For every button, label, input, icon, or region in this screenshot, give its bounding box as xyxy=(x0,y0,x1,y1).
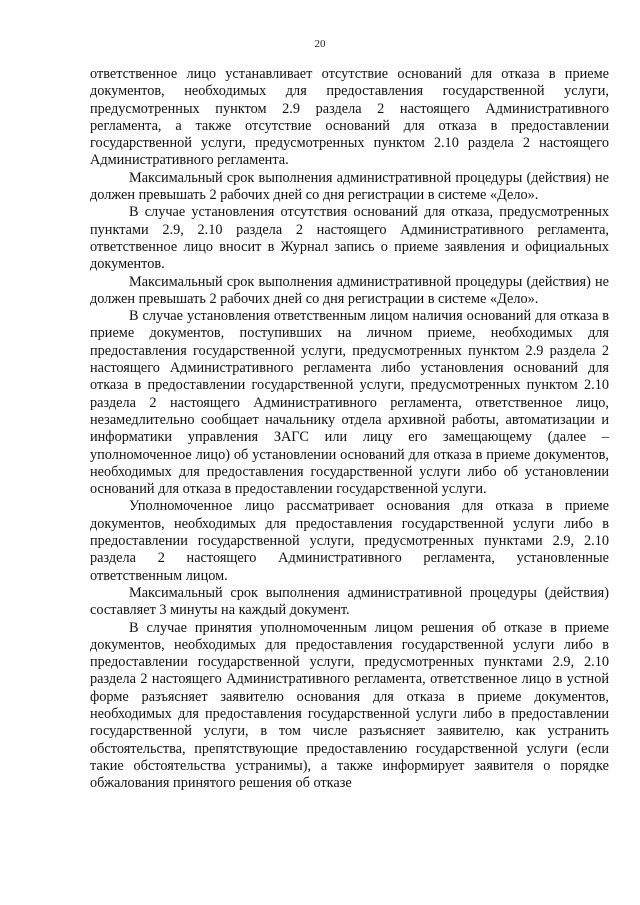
paragraph-max-time-2: Максимальный срок выполнения административной процедуры (действия) не должен превышать 2 рабочих дней со дня регистрации в системе «Дело». xyxy=(90,273,609,307)
document-body xyxy=(90,66,609,792)
paragraph-authorized-review: Уполномоченное лицо рассматривает основания для отказа в приеме документов, необходимых для предоставления государственной услуги либо в предоставлении государственной услуги, предусмотренных пунктами 2.9, 2.10 раздела 2 настоящего Административного регламента, установленные ответственным лицом. xyxy=(90,498,609,584)
paragraph-continuation: ответственное лицо устанавливает отсутствие оснований для отказа в приеме документов, необходимых для предоставления государственной услуги, предусмотренных пунктом 2.9 раздела 2 настоящего Административного регламента, а также отсутствие оснований для отказа в предоставлении государственной услуги, предусмотренных пунктом 2.10 раздела 2 настоящего Административного регламента. xyxy=(90,66,609,169)
paragraph-refusal-decision: В случае принятия уполномоченным лицом решения об отказе в приеме документов, необходимых для предоставления государственной услуги либо в предоставлении государственной услуги, предусмотренных пунктами 2.9, 2.10 раздела 2 настоящего Административного регламента, ответственное лицо в устной форме разъясняет заявителю основания для отказа в приеме документов, необходимых для предоставления государственной услуги либо в предоставлении государственной услуги, в том числе разъясняет заявителю, как устранить обстоятельства, препятствующие предоставлению государственной услуги (если такие обстоятельства устранимы), а также информирует заявителя о порядке обжалования принятого решения об отказе xyxy=(90,619,609,792)
paragraph-max-time-3: Максимальный срок выполнения административной процедуры (действия) составляет 3 минуты на каждый документ. xyxy=(90,584,609,619)
paragraph-max-time-1: Максимальный срок выполнения административной процедуры (действия) не должен превышать 2 рабочих дней со дня регистрации в системе «Дело». xyxy=(90,169,609,204)
paragraph-no-grounds: В случае установления отсутствия оснований для отказа, предусмотренных пунктами 2.9, 2.10 раздела 2 настоящего Административного регламента, ответственное лицо вносит в Журнал запись о приеме заявления и официальных документов. xyxy=(90,204,609,273)
paragraph-grounds-found: В случае установления ответственным лицом наличия оснований для отказа в приеме документов, поступивших на личном приеме, необходимых для предоставления государственной услуги, предусмотренных пунктом 2.9 раздела 2 настоящего Административного регламента либо установления оснований для отказа в предоставлении государственной услуги, предусмотренных пунктом 2.10 раздела 2 настоящего Административного регламента, ответственное лицо, незамедлительно сообщает начальнику отдела архивной работы, автоматизации и информатики управления ЗАГС или лицу его замещающему (далее – уполномоченное лицо) об установлении оснований для отказа в приеме документов, необходимых для предоставления государственной услуги либо об установлении оснований для отказа в предоставлении государственной услуги. xyxy=(90,308,609,498)
page-number: 20 xyxy=(314,38,326,50)
